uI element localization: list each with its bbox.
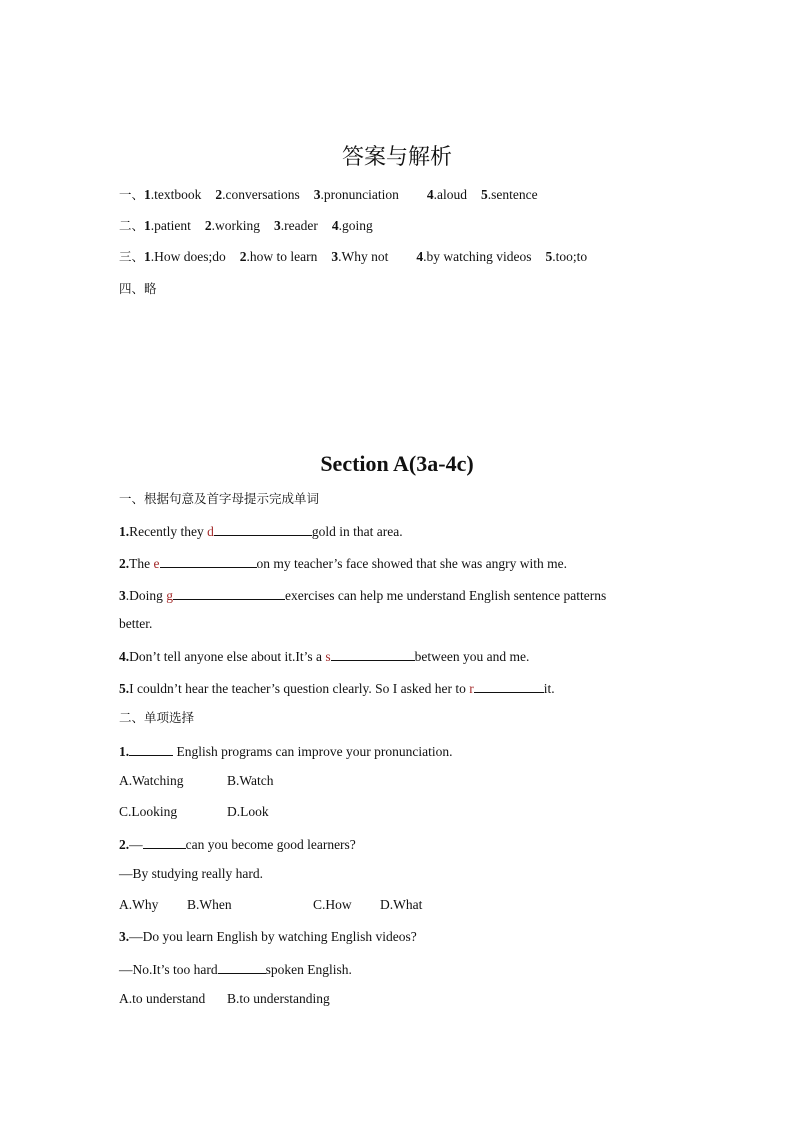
fill-question-2 — [119, 553, 567, 573]
fill-question-3-continued: better. — [119, 616, 153, 631]
choice-options-row — [119, 990, 330, 1008]
answer-text: .how to learn — [246, 249, 318, 264]
choice-question-2-reply: —By studying really hard. — [119, 866, 263, 881]
option-c[interactable]: C.Looking — [119, 804, 178, 819]
question-number: 5. — [119, 681, 130, 696]
choice-question-3-reply — [119, 959, 352, 979]
option-b[interactable]: B.Watch — [227, 773, 274, 788]
option-d[interactable]: D.What — [380, 897, 423, 912]
choice-options-row — [119, 772, 274, 790]
hint-letter: e — [153, 556, 160, 571]
answer-num: 4 — [331, 218, 339, 233]
answer-text: .pronunciation — [320, 187, 399, 202]
answer-num: 2 — [239, 249, 247, 264]
question-text: .Doing — [125, 588, 167, 603]
question-text: —Do you learn English by watching English videos? — [129, 929, 417, 944]
question-text: between you and me. — [414, 649, 530, 664]
question-text: can you become good learners? — [185, 837, 356, 852]
answer-row-3 — [119, 248, 587, 266]
answer-text: .Why not — [338, 249, 389, 264]
option-a[interactable]: A.to understand — [119, 991, 206, 1006]
answer-num: 2 — [204, 218, 212, 233]
answer-blank[interactable] — [474, 678, 544, 693]
answer-key-title: 答案与解析 — [341, 145, 452, 170]
answer-row-4: 四、略 — [119, 281, 157, 296]
fill-question-1 — [119, 521, 403, 541]
option-d[interactable]: D.Look — [227, 804, 269, 819]
option-b[interactable]: B.to understanding — [227, 991, 330, 1006]
option-a[interactable]: A.Watching — [119, 773, 184, 788]
answer-text: .too;to — [552, 249, 588, 264]
question-number: 2. — [119, 556, 130, 571]
answer-num: 1 — [144, 187, 151, 202]
question-text: spoken English. — [265, 962, 352, 977]
question-text: I couldn’t hear the teacher’s question clearly. So I asked her to — [129, 681, 470, 696]
answer-blank[interactable] — [173, 585, 285, 600]
question-text: it. — [543, 681, 555, 696]
question-number: 3 — [119, 588, 126, 603]
answer-num: 5 — [480, 187, 488, 202]
part2-heading: 二、单项选择 — [119, 710, 195, 725]
answer-text: .aloud — [433, 187, 467, 202]
question-number: 1. — [119, 744, 130, 759]
question-text: gold in that area. — [311, 524, 403, 539]
section-title: Section A(3a-4c) — [320, 451, 474, 476]
answer-num: 1 — [144, 249, 151, 264]
question-text: English programs can improve your pronunciation. — [173, 744, 453, 759]
answer-text: .sentence — [487, 187, 538, 202]
answer-row-label: 一、 — [119, 187, 145, 202]
answer-text: .conversations — [222, 187, 300, 202]
question-text: Recently they — [129, 524, 208, 539]
hint-letter: s — [325, 649, 331, 664]
answer-num: 4 — [416, 249, 424, 264]
hint-letter: r — [469, 681, 474, 696]
answer-text: .reader — [280, 218, 318, 233]
answer-text: .patient — [150, 218, 191, 233]
choice-options-row — [119, 896, 422, 914]
answer-num: 1 — [144, 218, 151, 233]
choice-question-3 — [119, 928, 417, 946]
answer-num: 3 — [313, 187, 321, 202]
answer-num: 4 — [426, 187, 434, 202]
answer-text: .going — [338, 218, 373, 233]
question-text: The — [129, 556, 154, 571]
question-text: exercises can help me understand English sentence patterns — [285, 588, 607, 603]
answer-blank[interactable] — [214, 521, 312, 536]
answer-blank[interactable] — [129, 741, 173, 756]
question-number: 1. — [119, 524, 130, 539]
question-number: 3. — [119, 929, 130, 944]
question-text: — — [129, 837, 143, 852]
answer-num: 3 — [274, 218, 281, 233]
answer-blank[interactable] — [160, 553, 257, 568]
part1-heading: 一、根据句意及首字母提示完成单词 — [119, 491, 320, 506]
question-text: —No.It’s too hard — [119, 962, 218, 977]
answer-blank[interactable] — [331, 646, 415, 661]
answer-text: .How does;do — [150, 249, 226, 264]
answer-text: .textbook — [150, 187, 202, 202]
choice-question-2 — [119, 834, 356, 854]
answer-row-label: 三、 — [119, 249, 145, 264]
option-a[interactable]: A.Why — [119, 897, 159, 912]
answer-num: 3 — [331, 249, 339, 264]
answer-blank[interactable] — [218, 959, 266, 974]
answer-row-2 — [119, 217, 373, 235]
question-number: 2. — [119, 837, 130, 852]
answer-num: 2 — [215, 187, 223, 202]
option-c[interactable]: C.How — [313, 897, 352, 912]
answer-text: .working — [211, 218, 261, 233]
choice-options-row — [119, 803, 269, 821]
answer-num: 5 — [545, 249, 553, 264]
question-number: 4. — [119, 649, 130, 664]
fill-question-4 — [119, 646, 529, 666]
fill-question-5 — [119, 678, 555, 698]
hint-letter: d — [207, 524, 214, 539]
fill-question-3 — [119, 585, 606, 605]
question-text: Don’t tell anyone else about it.It’s a — [129, 649, 326, 664]
answer-row-label: 二、 — [119, 218, 145, 233]
question-text: on my teacher’s face showed that she was angry with me. — [256, 556, 568, 571]
answer-blank[interactable] — [143, 834, 186, 849]
answer-row-1 — [119, 186, 538, 204]
choice-question-1 — [119, 741, 452, 761]
hint-letter: g — [166, 588, 173, 603]
option-b[interactable]: B.When — [187, 897, 232, 912]
answer-text: .by watching videos — [423, 249, 532, 264]
